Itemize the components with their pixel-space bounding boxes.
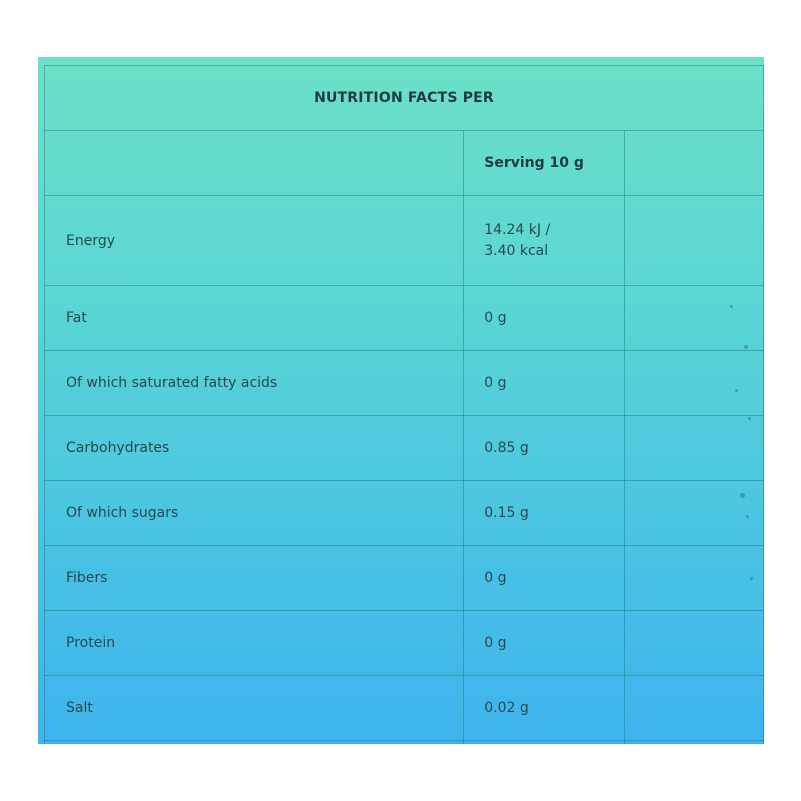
droplet-dot <box>740 493 745 498</box>
row-value: 0 g <box>464 351 624 416</box>
row-label: Fibers <box>45 546 464 611</box>
droplet-dot <box>730 305 733 308</box>
table-row <box>45 481 764 546</box>
bottom-cell <box>464 741 624 745</box>
row-extra-cell <box>624 676 763 741</box>
row-label: Salt <box>45 676 464 741</box>
nutrition-panel <box>38 57 764 744</box>
bottom-cell <box>624 741 763 745</box>
header-empty-cell <box>45 131 464 196</box>
row-value: 0.02 g <box>464 676 624 741</box>
title-row <box>45 66 764 131</box>
row-label: Protein <box>45 611 464 676</box>
value-line: 14.24 kJ / <box>484 221 551 238</box>
row-label: Of which sugars <box>45 481 464 546</box>
row-value: 0.15 g <box>464 481 624 546</box>
droplet-dot <box>746 515 749 518</box>
table-row <box>45 611 764 676</box>
row-value: 0 g <box>464 286 624 351</box>
table-row <box>45 676 764 741</box>
droplet-dot <box>748 417 751 420</box>
row-label: Carbohydrates <box>45 416 464 481</box>
row-label: Fat <box>45 286 464 351</box>
row-label: Of which saturated fatty acids <box>45 351 464 416</box>
row-value: 0.85 g <box>464 416 624 481</box>
row-value <box>464 196 624 286</box>
table-row <box>45 286 764 351</box>
value-line: 3.40 kcal <box>484 242 549 259</box>
header-row <box>45 131 764 196</box>
table-title: NUTRITION FACTS PER <box>45 66 764 131</box>
droplet-dot <box>735 389 738 392</box>
row-label: Energy <box>45 196 464 286</box>
row-value: 0 g <box>464 546 624 611</box>
row-extra-cell <box>624 611 763 676</box>
droplet-dot <box>744 345 748 349</box>
table-bottom-row <box>45 741 764 745</box>
table-row <box>45 546 764 611</box>
row-value: 0 g <box>464 611 624 676</box>
serving-header: Serving 10 g <box>464 131 624 196</box>
table-row <box>45 351 764 416</box>
decorative-droplets <box>726 297 756 597</box>
table-row <box>45 416 764 481</box>
header-extra-cell <box>624 131 763 196</box>
bottom-cell <box>45 741 464 745</box>
table-row <box>45 196 764 286</box>
nutrition-table <box>44 65 764 744</box>
row-extra-cell <box>624 196 763 286</box>
droplet-dot <box>750 577 753 580</box>
